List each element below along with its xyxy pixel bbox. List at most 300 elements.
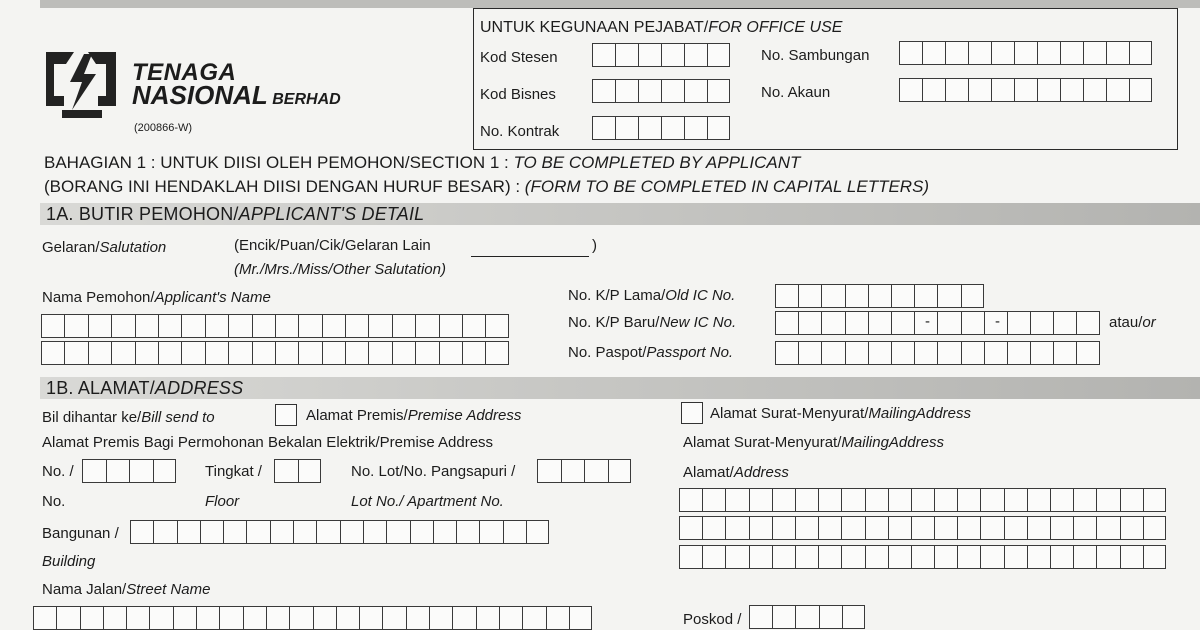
street-name-label-en: Street Name [126, 581, 211, 598]
char-box[interactable] [1120, 545, 1143, 569]
char-box[interactable] [275, 341, 298, 365]
char-box[interactable] [679, 488, 702, 512]
char-box[interactable] [749, 488, 772, 512]
char-box[interactable] [569, 606, 592, 630]
char-box[interactable] [275, 314, 298, 338]
passport-boxes[interactable] [775, 341, 1100, 365]
char-box[interactable] [415, 314, 438, 338]
char-box[interactable] [1129, 41, 1152, 65]
char-box[interactable] [476, 606, 499, 630]
char-box[interactable] [841, 488, 864, 512]
mailing-address-boxes-row2[interactable] [679, 516, 1166, 540]
char-box[interactable] [798, 284, 821, 308]
char-box[interactable] [340, 520, 363, 544]
char-box[interactable] [368, 314, 391, 338]
street-name-label-ms: Nama Jalan/ [42, 581, 127, 598]
char-box[interactable] [1053, 341, 1076, 365]
char-box[interactable] [868, 284, 891, 308]
char-box[interactable] [153, 459, 177, 483]
char-box[interactable] [196, 606, 219, 630]
char-box[interactable] [522, 606, 545, 630]
char-box[interactable] [795, 545, 818, 569]
applicant-name-boxes-row2[interactable] [41, 341, 509, 365]
new-ic-label-en: New IC No. [659, 314, 737, 331]
label-kod-stesen: Kod Stesen [480, 49, 558, 66]
section-1b-header [40, 377, 1200, 399]
char-box[interactable] [845, 311, 868, 335]
char-box[interactable] [368, 341, 391, 365]
char-box[interactable] [1037, 78, 1060, 102]
char-box[interactable] [153, 520, 176, 544]
char-box[interactable] [608, 459, 632, 483]
char-box[interactable] [1106, 41, 1129, 65]
char-box[interactable] [891, 311, 914, 335]
char-box[interactable] [914, 341, 937, 365]
char-box[interactable] [679, 516, 702, 540]
mailing-address-boxes-row1[interactable] [679, 488, 1166, 512]
char-box[interactable] [345, 341, 368, 365]
char-box[interactable] [888, 488, 911, 512]
label-kod-bisnes: Kod Bisnes [480, 86, 556, 103]
char-box[interactable] [821, 341, 844, 365]
postcode-boxes[interactable] [749, 605, 865, 629]
char-box[interactable] [841, 545, 864, 569]
char-box[interactable] [980, 488, 1003, 512]
char-box[interactable] [200, 520, 223, 544]
char-box[interactable] [219, 606, 242, 630]
kod-stesen-boxes[interactable] [592, 43, 730, 67]
label-no-akaun: No. Akaun [761, 84, 831, 101]
char-box[interactable] [205, 314, 228, 338]
char-box[interactable] [130, 520, 153, 544]
char-box[interactable] [725, 516, 748, 540]
char-box[interactable] [638, 79, 661, 103]
char-box[interactable] [33, 606, 56, 630]
section-1-heading-ms: BAHAGIAN 1 : UNTUK DIISI OLEH PEMOHON/SECTION 1 : [44, 153, 514, 172]
char-box[interactable] [749, 545, 772, 569]
char-box[interactable] [1096, 516, 1119, 540]
lot-label-en: Lot No./ Apartment No. [351, 493, 504, 510]
char-box[interactable] [1106, 78, 1129, 102]
char-box[interactable] [546, 606, 569, 630]
char-box[interactable] [1120, 488, 1143, 512]
char-box[interactable] [392, 314, 415, 338]
char-box[interactable] [899, 78, 922, 102]
char-box[interactable] [775, 341, 798, 365]
char-box[interactable] [957, 488, 980, 512]
char-box[interactable] [961, 284, 984, 308]
char-box[interactable] [821, 311, 844, 335]
char-box[interactable] [298, 314, 321, 338]
char-box[interactable] [615, 79, 638, 103]
logo-berhad: BERHAD [272, 91, 341, 108]
char-box[interactable] [503, 520, 526, 544]
char-box[interactable] [818, 545, 841, 569]
char-box[interactable] [818, 516, 841, 540]
char-box[interactable] [1073, 488, 1096, 512]
char-box[interactable] [243, 606, 266, 630]
char-box[interactable] [462, 314, 485, 338]
char-box[interactable] [945, 41, 968, 65]
old-ic-label-en: Old IC No. [665, 287, 736, 304]
floor-boxes[interactable] [274, 459, 321, 483]
no-akaun-boxes[interactable] [899, 78, 1152, 102]
premise-address-option-en: Premise Address [407, 407, 522, 424]
char-box[interactable] [684, 79, 707, 103]
char-box[interactable] [584, 459, 608, 483]
char-box[interactable] [702, 516, 725, 540]
char-box[interactable] [865, 545, 888, 569]
char-box[interactable] [891, 284, 914, 308]
char-box[interactable] [415, 341, 438, 365]
char-box[interactable] [615, 43, 638, 67]
office-use-title [480, 19, 842, 37]
char-box[interactable] [205, 341, 228, 365]
salutation-label-ms: Gelaran/ [42, 239, 100, 256]
char-box[interactable] [772, 605, 795, 629]
char-box[interactable] [661, 43, 684, 67]
salutation-other-field[interactable] [471, 256, 589, 257]
char-box[interactable] [891, 341, 914, 365]
char-box[interactable] [1027, 516, 1050, 540]
char-box[interactable] [865, 516, 888, 540]
char-box[interactable] [961, 341, 984, 365]
char-box[interactable] [126, 606, 149, 630]
char-box[interactable] [82, 459, 106, 483]
char-box[interactable] [707, 43, 730, 67]
char-box[interactable] [795, 488, 818, 512]
char-box[interactable] [88, 341, 111, 365]
char-box[interactable] [181, 314, 204, 338]
section-1b-title [46, 378, 243, 399]
char-box[interactable] [1007, 311, 1030, 335]
char-box[interactable] [922, 78, 945, 102]
passport-label [568, 344, 733, 361]
address-label-en: Address [733, 464, 789, 481]
char-box[interactable] [1004, 545, 1027, 569]
char-box[interactable] [1050, 488, 1073, 512]
new-ic-boxes[interactable] [775, 311, 1100, 335]
char-box[interactable] [592, 79, 615, 103]
floor-label-en: Floor [205, 493, 240, 510]
char-box[interactable] [991, 78, 1014, 102]
char-box[interactable] [914, 284, 937, 308]
char-box[interactable] [702, 488, 725, 512]
char-box[interactable] [749, 516, 772, 540]
label-no-sambungan: No. Sambungan [761, 47, 870, 64]
char-box[interactable] [937, 284, 960, 308]
char-box[interactable] [177, 520, 200, 544]
char-box[interactable] [41, 314, 64, 338]
char-box[interactable] [842, 605, 865, 629]
char-box[interactable] [821, 284, 844, 308]
char-box[interactable] [274, 459, 298, 483]
char-box[interactable] [615, 116, 638, 140]
char-box[interactable] [592, 116, 615, 140]
char-box[interactable] [984, 341, 1007, 365]
char-box[interactable] [841, 516, 864, 540]
char-box[interactable] [1076, 341, 1099, 365]
char-box[interactable] [707, 79, 730, 103]
char-box[interactable] [228, 314, 251, 338]
char-box[interactable] [775, 284, 798, 308]
char-box[interactable] [911, 488, 934, 512]
char-box[interactable] [934, 516, 957, 540]
char-box[interactable] [798, 341, 821, 365]
char-box[interactable] [359, 606, 382, 630]
section-1-heading-en: TO BE COMPLETED BY APPLICANT [513, 153, 801, 172]
char-box[interactable] [980, 516, 1003, 540]
char-box[interactable] [129, 459, 153, 483]
new-ic-dash-2: - [995, 313, 1000, 330]
char-box[interactable] [991, 41, 1014, 65]
char-box[interactable] [149, 606, 172, 630]
char-box[interactable] [798, 311, 821, 335]
char-box[interactable] [88, 314, 111, 338]
char-box[interactable] [336, 606, 359, 630]
char-box[interactable] [968, 78, 991, 102]
char-box[interactable] [1096, 488, 1119, 512]
char-box[interactable] [922, 41, 945, 65]
mailing-address-checkbox[interactable] [681, 402, 703, 424]
building-label: Bangunan / [42, 525, 119, 542]
char-box[interactable] [1014, 78, 1037, 102]
char-box[interactable] [1027, 545, 1050, 569]
char-box[interactable] [957, 545, 980, 569]
char-box[interactable] [1096, 545, 1119, 569]
char-box[interactable] [410, 520, 433, 544]
char-box[interactable] [1129, 78, 1152, 102]
char-box[interactable] [298, 459, 322, 483]
house-no-boxes[interactable] [82, 459, 176, 483]
char-box[interactable] [499, 606, 522, 630]
char-box[interactable] [298, 341, 321, 365]
char-box[interactable] [1083, 78, 1106, 102]
char-box[interactable] [386, 520, 409, 544]
salutation-label-en: Salutation [99, 239, 167, 256]
char-box[interactable] [819, 605, 842, 629]
char-box[interactable] [865, 488, 888, 512]
char-box[interactable] [937, 341, 960, 365]
char-box[interactable] [980, 545, 1003, 569]
char-box[interactable] [725, 488, 748, 512]
street-name-boxes[interactable] [33, 606, 592, 630]
char-box[interactable] [41, 341, 64, 365]
char-box[interactable] [911, 545, 934, 569]
char-box[interactable] [561, 459, 585, 483]
char-box[interactable] [934, 545, 957, 569]
char-box[interactable] [1030, 341, 1053, 365]
char-box[interactable] [64, 314, 87, 338]
char-box[interactable] [1083, 41, 1106, 65]
char-box[interactable] [345, 314, 368, 338]
char-box[interactable] [1050, 516, 1073, 540]
char-box[interactable] [252, 314, 275, 338]
char-box[interactable] [433, 520, 456, 544]
applicant-name-boxes-row1[interactable] [41, 314, 509, 338]
char-box[interactable] [106, 459, 130, 483]
char-box[interactable] [1014, 41, 1037, 65]
premise-supply-address-label-en: Premise Address [379, 434, 494, 451]
char-box[interactable] [1053, 311, 1076, 335]
char-box[interactable] [1073, 545, 1096, 569]
char-box[interactable] [316, 520, 339, 544]
char-box[interactable] [772, 516, 795, 540]
lot-boxes[interactable] [537, 459, 631, 483]
or-label [1109, 314, 1156, 331]
mailing-address-heading [683, 434, 944, 451]
char-box[interactable] [537, 459, 561, 483]
char-box[interactable] [702, 545, 725, 569]
char-box[interactable] [135, 314, 158, 338]
char-box[interactable] [246, 520, 269, 544]
char-box[interactable] [266, 606, 289, 630]
char-box[interactable] [638, 116, 661, 140]
new-ic-dash-1: - [925, 313, 930, 330]
section-1a-title-en: APPLICANT'S DETAIL [238, 204, 425, 224]
char-box[interactable] [313, 606, 336, 630]
char-box[interactable] [707, 116, 730, 140]
char-box[interactable] [439, 314, 462, 338]
applicant-name-label-ms: Nama Pemohon/ [42, 289, 155, 306]
char-box[interactable] [818, 488, 841, 512]
char-box[interactable] [462, 341, 485, 365]
char-box[interactable] [772, 545, 795, 569]
char-box[interactable] [1143, 516, 1166, 540]
building-boxes[interactable] [130, 520, 549, 544]
salutation-options-en: (Mr./Mrs./Miss/Other Salutation) [234, 261, 446, 278]
char-box[interactable] [937, 311, 960, 335]
no-kontrak-boxes[interactable] [592, 116, 730, 140]
char-box[interactable] [135, 341, 158, 365]
char-box[interactable] [526, 520, 549, 544]
char-box[interactable] [888, 545, 911, 569]
section-1a-header [40, 203, 1200, 225]
char-box[interactable] [1050, 545, 1073, 569]
char-box[interactable] [56, 606, 79, 630]
char-box[interactable] [1037, 41, 1060, 65]
char-box[interactable] [406, 606, 429, 630]
char-box[interactable] [795, 516, 818, 540]
char-box[interactable] [252, 341, 275, 365]
char-box[interactable] [173, 606, 196, 630]
new-ic-label-ms: No. K/P Baru/ [568, 314, 660, 331]
char-box[interactable] [1143, 545, 1166, 569]
mailing-address-option [710, 405, 971, 422]
char-box[interactable] [479, 520, 502, 544]
char-box[interactable] [1060, 41, 1083, 65]
char-box[interactable] [270, 520, 293, 544]
char-box[interactable] [293, 520, 316, 544]
no-sambungan-boxes[interactable] [899, 41, 1152, 65]
char-box[interactable] [181, 341, 204, 365]
char-box[interactable] [911, 516, 934, 540]
char-box[interactable] [485, 341, 508, 365]
char-box[interactable] [661, 79, 684, 103]
char-box[interactable] [845, 284, 868, 308]
char-box[interactable] [934, 488, 957, 512]
char-box[interactable] [845, 341, 868, 365]
char-box[interactable] [456, 520, 479, 544]
char-box[interactable] [679, 545, 702, 569]
passport-label-ms: No. Paspot/ [568, 344, 647, 361]
char-box[interactable] [592, 43, 615, 67]
char-box[interactable] [289, 606, 312, 630]
char-box[interactable] [158, 341, 181, 365]
char-box[interactable] [228, 341, 251, 365]
mailing-address-boxes-row3[interactable] [679, 545, 1166, 569]
char-box[interactable] [684, 43, 707, 67]
char-box[interactable] [1073, 516, 1096, 540]
applicant-name-label-en: Applicant's Name [154, 289, 271, 306]
char-box[interactable] [968, 41, 991, 65]
char-box[interactable] [1004, 488, 1027, 512]
char-box[interactable] [1007, 341, 1030, 365]
char-box[interactable] [363, 520, 386, 544]
char-box[interactable] [429, 606, 452, 630]
salutation-options: (Encik/Puan/Cik/Gelaran Lain [234, 237, 431, 254]
char-box[interactable] [485, 314, 508, 338]
char-box[interactable] [899, 41, 922, 65]
char-box[interactable] [888, 516, 911, 540]
section-1b-title-en: ADDRESS [154, 378, 244, 398]
char-box[interactable] [1060, 78, 1083, 102]
char-box[interactable] [452, 606, 475, 630]
char-box[interactable] [1120, 516, 1143, 540]
char-box[interactable] [957, 516, 980, 540]
section-1b-title-ms: 1B. ALAMAT/ [46, 378, 155, 398]
char-box[interactable] [661, 116, 684, 140]
char-box[interactable] [111, 341, 134, 365]
char-box[interactable] [382, 606, 405, 630]
char-box[interactable] [439, 341, 462, 365]
premise-address-option-ms: Alamat Premis/ [306, 407, 408, 424]
char-box[interactable] [868, 311, 891, 335]
char-box[interactable] [1004, 516, 1027, 540]
char-box[interactable] [158, 314, 181, 338]
char-box[interactable] [322, 314, 345, 338]
char-box[interactable] [392, 341, 415, 365]
char-box[interactable] [684, 116, 707, 140]
char-box[interactable] [775, 311, 798, 335]
char-box[interactable] [1076, 311, 1099, 335]
char-box[interactable] [795, 605, 818, 629]
char-box[interactable] [749, 605, 772, 629]
char-box[interactable] [772, 488, 795, 512]
char-box[interactable] [1027, 488, 1050, 512]
premise-address-checkbox[interactable] [275, 404, 297, 426]
mailing-address-heading-en: MailingAddress [841, 434, 944, 451]
char-box[interactable] [1030, 311, 1053, 335]
char-box[interactable] [961, 311, 984, 335]
building-label-en: Building [42, 553, 96, 570]
char-box[interactable] [103, 606, 126, 630]
char-box[interactable] [223, 520, 246, 544]
office-use-title-ms: UNTUK KEGUNAAN PEJABAT/ [480, 19, 709, 36]
char-box[interactable] [64, 341, 87, 365]
char-box[interactable] [80, 606, 103, 630]
char-box[interactable] [322, 341, 345, 365]
salutation-label [42, 239, 166, 256]
char-box[interactable] [868, 341, 891, 365]
old-ic-boxes[interactable] [775, 284, 984, 308]
char-box[interactable] [1143, 488, 1166, 512]
char-box[interactable] [945, 78, 968, 102]
kod-bisnes-boxes[interactable] [592, 79, 730, 103]
char-box[interactable] [111, 314, 134, 338]
char-box[interactable] [725, 545, 748, 569]
char-box[interactable] [638, 43, 661, 67]
